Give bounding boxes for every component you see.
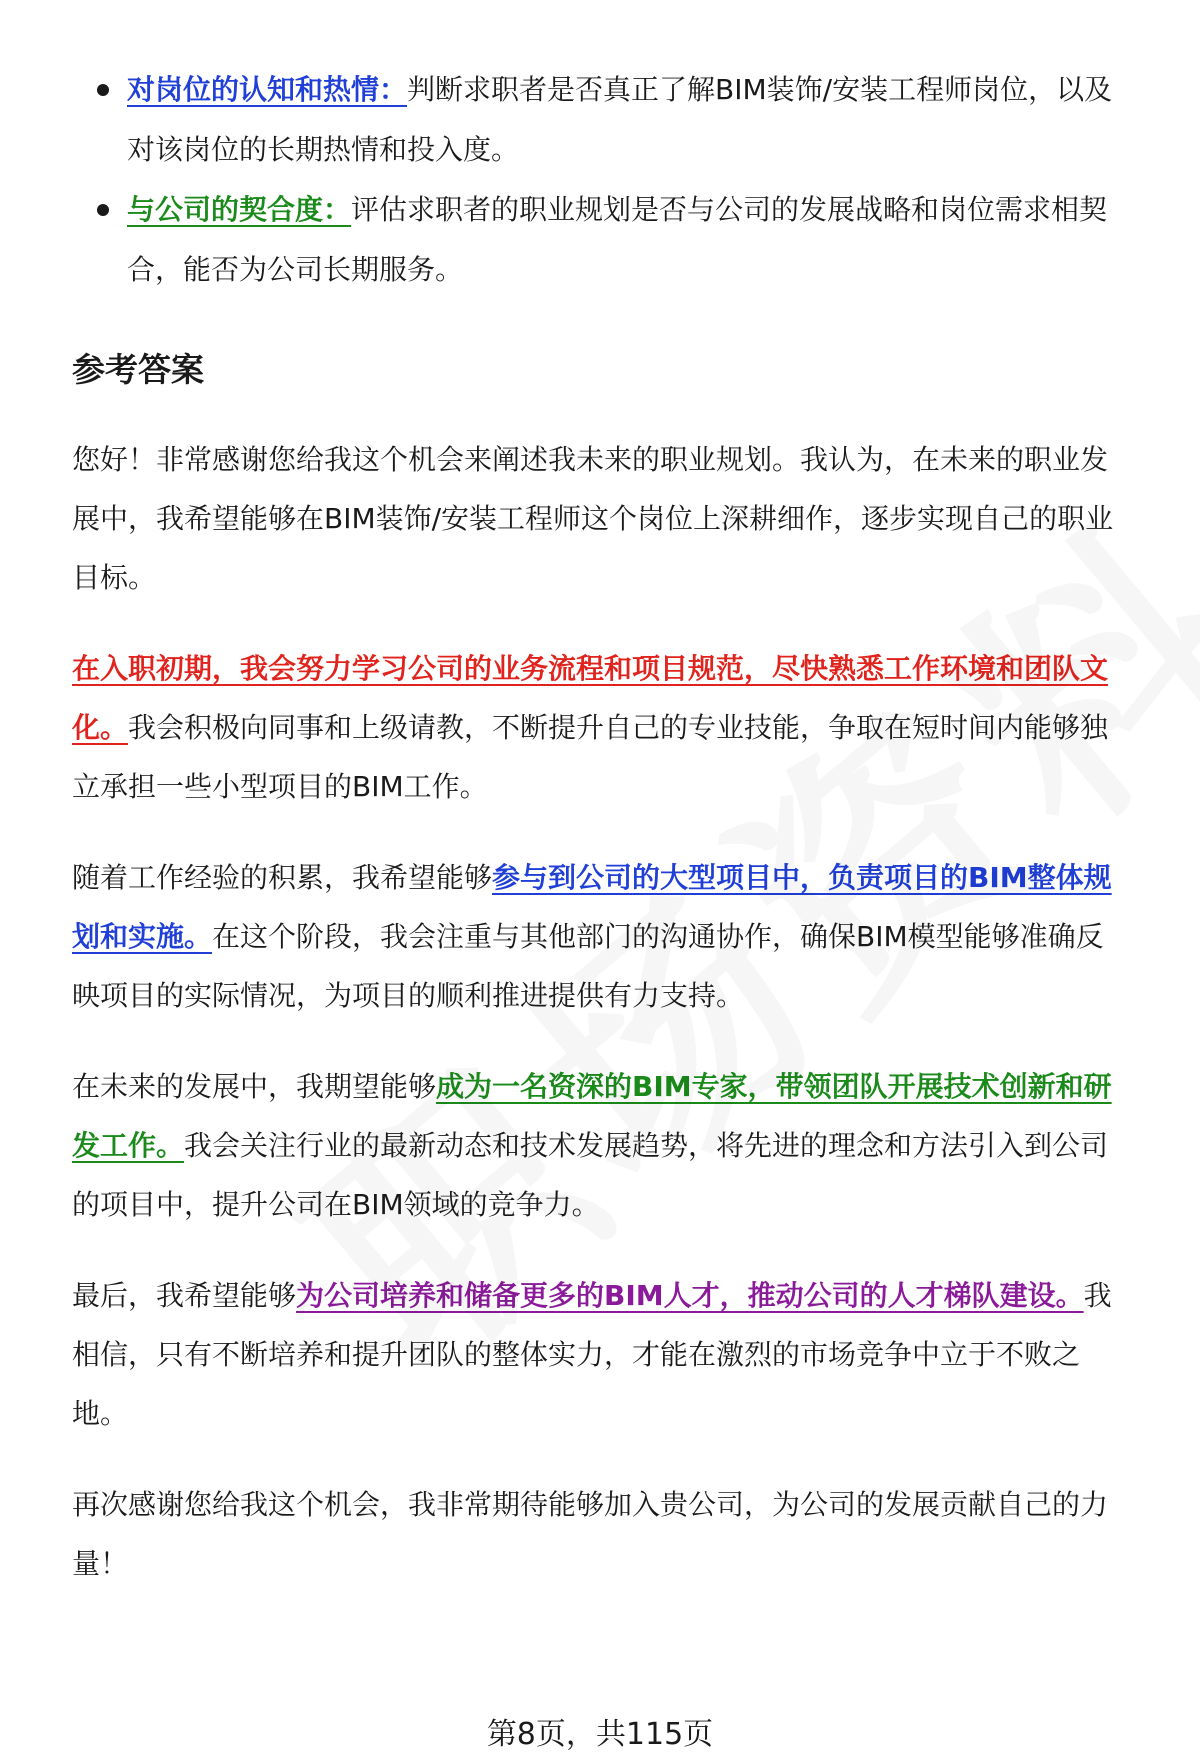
list-item: [127, 60, 1128, 180]
paragraph-text: 我相信，只有不断培养和提升团队的整体实力，才能在激烈的市场竞争中立于不败之地。: [72, 1279, 1112, 1430]
list-item: [127, 180, 1128, 300]
section-title: 参考答案: [72, 350, 204, 389]
paragraph-text-before: 最后，我希望能够: [72, 1279, 297, 1312]
paragraph-text-before: 随着工作经验的积累，我希望能够: [72, 861, 493, 894]
document-page: [0, 60, 1200, 1755]
paragraph-highlight: 参与到公司的大型项目中，负责项目的BIM整体规划和实施。: [72, 861, 1112, 953]
bullet-icon: [97, 204, 109, 216]
criteria-list: [72, 60, 1128, 300]
answer-paragraph-talent-stage: [72, 1266, 1128, 1443]
answer-paragraph-expert-stage: [72, 1057, 1128, 1234]
answer-paragraph-intro: [72, 430, 1128, 607]
paragraph-text-before: 在未来的发展中，我期望能够: [72, 1070, 437, 1103]
paragraph-text: 您好！非常感谢您给我这个机会来阐述我未来的职业规划。我认为，在未来的职业发展中，我希望能够在BIM装饰/安装工程师这个岗位上深耕细作，逐步实现自己的职业目标。: [72, 443, 1114, 594]
bullet-icon: [97, 84, 109, 96]
answer-paragraph-closing: [72, 1475, 1128, 1593]
paragraph-text: 再次感谢您给我这个机会，我非常期待能够加入贵公司，为公司的发展贡献自己的力量！: [72, 1488, 1109, 1580]
paragraph-highlight: 为公司培养和储备更多的BIM人才，推动公司的人才梯队建设。: [296, 1279, 1084, 1312]
criteria-text: 判断求职者是否真正了解BIM装饰/安装工程师岗位，以及对该岗位的长期热情和投入度。: [127, 73, 1113, 166]
paragraph-highlight: 成为一名资深的BIM专家，带领团队开展技术创新和研发工作。: [72, 1070, 1112, 1162]
paragraph-text: 我会积极向同事和上级请教，不断提升自己的专业技能，争取在短时间内能够独立承担一些小型项目的BIM工作。: [72, 711, 1109, 803]
answer-paragraph-initial-stage: [72, 639, 1128, 816]
paragraph-text: 在这个阶段，我会注重与其他部门的沟通协作，确保BIM模型能够准确反映项目的实际情况，为项目的顺利推进提供有力支持。: [72, 920, 1104, 1012]
criteria-text: 评估求职者的职业规划是否与公司的发展战略和岗位需求相契合，能否为公司长期服务。: [127, 193, 1108, 286]
paragraph-text: 我会关注行业的最新动态和技术发展趋势，将先进的理念和方法引入到公司的项目中，提升公司在BIM领域的竞争力。: [72, 1129, 1109, 1221]
paragraph-highlight: 在入职初期，我会努力学习公司的业务流程和项目规范，尽快熟悉工作环境和团队文化。: [72, 652, 1109, 744]
answer-paragraph-growth-stage: [72, 848, 1128, 1025]
criteria-label: 与公司的契合度：: [127, 193, 352, 226]
page-number: 第8页，共115页: [486, 1717, 714, 1752]
criteria-label: 对岗位的认知和热情：: [127, 73, 408, 106]
